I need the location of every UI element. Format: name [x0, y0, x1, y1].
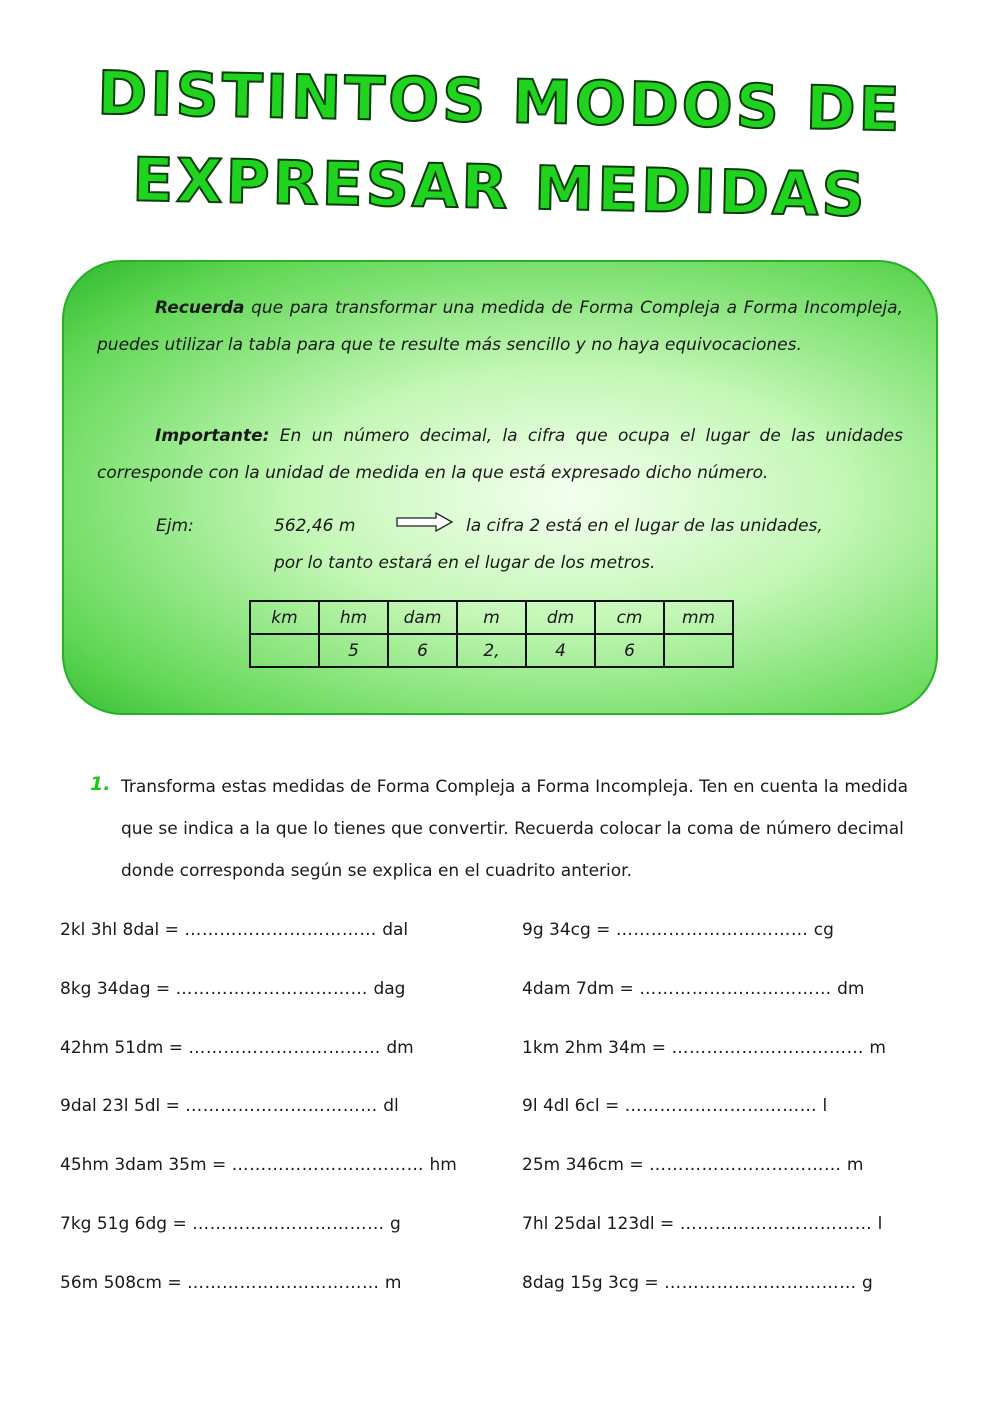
- answer-blank[interactable]: ……………………………: [185, 1096, 378, 1116]
- unit-value: [250, 634, 319, 667]
- importante-paragraph: [97, 418, 903, 492]
- exercise-instruction: Transforma estas medidas de Forma Compleja a Forma Incompleja. Ten en cuenta la medida que se indica a la que lo tienes que convertir. Recuerda colocar la coma de número decimal donde corresponda según se explica en el cuadrito anterior.: [121, 777, 909, 881]
- target-unit: m: [869, 1038, 886, 1058]
- unit-value: [664, 634, 733, 667]
- exercise-item-left-1: [60, 920, 408, 940]
- answer-blank[interactable]: ……………………………: [615, 920, 809, 940]
- unit-value: 5: [319, 634, 388, 667]
- title-line-1: DISTINTOS MODOS DE: [96, 58, 904, 146]
- exercise-expression: 4dam 7dm =: [522, 979, 634, 999]
- unit-value: 6: [595, 634, 664, 667]
- unit-header: mm: [664, 601, 733, 634]
- target-unit: hm: [429, 1155, 457, 1175]
- exercise-item-left-2: [60, 979, 405, 999]
- importante-label: Importante:: [155, 426, 270, 446]
- exercise-item-right-6: [522, 1214, 882, 1234]
- target-unit: cg: [813, 920, 834, 940]
- recuerda-label: Recuerda: [155, 298, 245, 318]
- exercise-expression: 7hl 25dal 123dl =: [522, 1214, 675, 1234]
- target-unit: dag: [373, 979, 406, 999]
- exercise-expression: 8kg 34dag =: [60, 979, 171, 999]
- recuerda-paragraph: [97, 290, 903, 364]
- exercise-item-left-7: [60, 1273, 401, 1293]
- units-header-row: [250, 601, 733, 634]
- target-unit: g: [861, 1273, 873, 1293]
- right-arrow-icon: [396, 512, 454, 532]
- exercise-expression: 42hm 51dm =: [60, 1038, 184, 1058]
- exercise-item-right-4: [522, 1096, 827, 1116]
- exercise-number: 1.: [90, 773, 111, 795]
- exercise-item-left-6: [60, 1214, 401, 1234]
- target-unit: dm: [386, 1038, 414, 1058]
- answer-blank[interactable]: ……………………………: [679, 1214, 873, 1234]
- exercise-expression: 56m 508cm =: [60, 1273, 182, 1293]
- units-value-row: [250, 634, 733, 667]
- answer-blank[interactable]: ……………………………: [184, 920, 377, 940]
- title-line-2: EXPRESAR MEDIDAS: [131, 145, 869, 231]
- exercise-item-right-2: [522, 979, 864, 999]
- unit-header: dam: [388, 601, 457, 634]
- answer-blank[interactable]: ……………………………: [624, 1096, 818, 1116]
- exercise-expression: 9l 4dl 6cl =: [522, 1096, 620, 1116]
- unit-header: cm: [595, 601, 664, 634]
- recuerda-text: que para transformar una medida de Forma Compleja a Forma Incompleja, puedes utilizar la tabla para que te resulte más sencillo y no haya equivocaciones.: [97, 298, 903, 355]
- exercise-expression: 45hm 3dam 35m =: [60, 1155, 227, 1175]
- unit-header: dm: [526, 601, 595, 634]
- unit-header: hm: [319, 601, 388, 634]
- target-unit: l: [822, 1096, 828, 1116]
- unit-header: km: [250, 601, 319, 634]
- exercise-expression: 9g 34cg =: [522, 920, 611, 940]
- importante-text: En un número decimal, la cifra que ocupa el lugar de las unidades corresponde con la unidad de medida en la que está expresado dicho número.: [97, 426, 903, 483]
- answer-blank[interactable]: ……………………………: [664, 1273, 857, 1293]
- example-explanation-line-1: la cifra 2 está en el lugar de las unidades,: [466, 516, 823, 536]
- exercise-expression: 2kl 3hl 8dal =: [60, 920, 179, 940]
- exercise-expression: 7kg 51g 6dg =: [60, 1214, 187, 1234]
- unit-header: m: [457, 601, 526, 634]
- target-unit: l: [877, 1214, 883, 1234]
- exercise-item-right-1: [522, 920, 834, 940]
- example-value: 562,46 m: [274, 516, 356, 536]
- answer-blank[interactable]: ……………………………: [671, 1038, 864, 1058]
- target-unit: g: [390, 1214, 401, 1234]
- answer-blank[interactable]: ……………………………: [192, 1214, 385, 1234]
- answer-blank[interactable]: ……………………………: [175, 979, 369, 999]
- exercise-item-right-5: [522, 1155, 863, 1175]
- unit-value: 4: [526, 634, 595, 667]
- unit-value: 2,: [457, 634, 526, 667]
- answer-blank[interactable]: ……………………………: [187, 1273, 380, 1293]
- answer-blank[interactable]: ……………………………: [231, 1155, 425, 1175]
- answer-blank[interactable]: ……………………………: [188, 1038, 381, 1058]
- exercise-expression: 25m 346cm =: [522, 1155, 644, 1175]
- target-unit: m: [384, 1273, 402, 1293]
- unit-value: 6: [388, 634, 457, 667]
- answer-blank[interactable]: ……………………………: [639, 979, 832, 999]
- units-table: [249, 600, 734, 668]
- target-unit: dal: [382, 920, 409, 940]
- exercise-item-left-4: [60, 1096, 399, 1116]
- exercise-item-right-3: [522, 1038, 886, 1058]
- exercise-item-left-5: [60, 1155, 457, 1175]
- target-unit: dl: [383, 1096, 399, 1116]
- answer-blank[interactable]: ……………………………: [649, 1155, 842, 1175]
- target-unit: dm: [837, 979, 865, 999]
- target-unit: m: [846, 1155, 864, 1175]
- exercise-item-right-7: [522, 1273, 873, 1293]
- example-explanation-line-2: por lo tanto estará en el lugar de los metros.: [274, 553, 656, 573]
- exercise-item-left-3: [60, 1038, 414, 1058]
- example-label: Ejm:: [156, 516, 194, 536]
- exercise-expression: 9dal 23l 5dl =: [60, 1096, 180, 1116]
- exercise-expression: 8dag 15g 3cg =: [522, 1273, 659, 1293]
- exercise-expression: 1km 2hm 34m =: [522, 1038, 667, 1058]
